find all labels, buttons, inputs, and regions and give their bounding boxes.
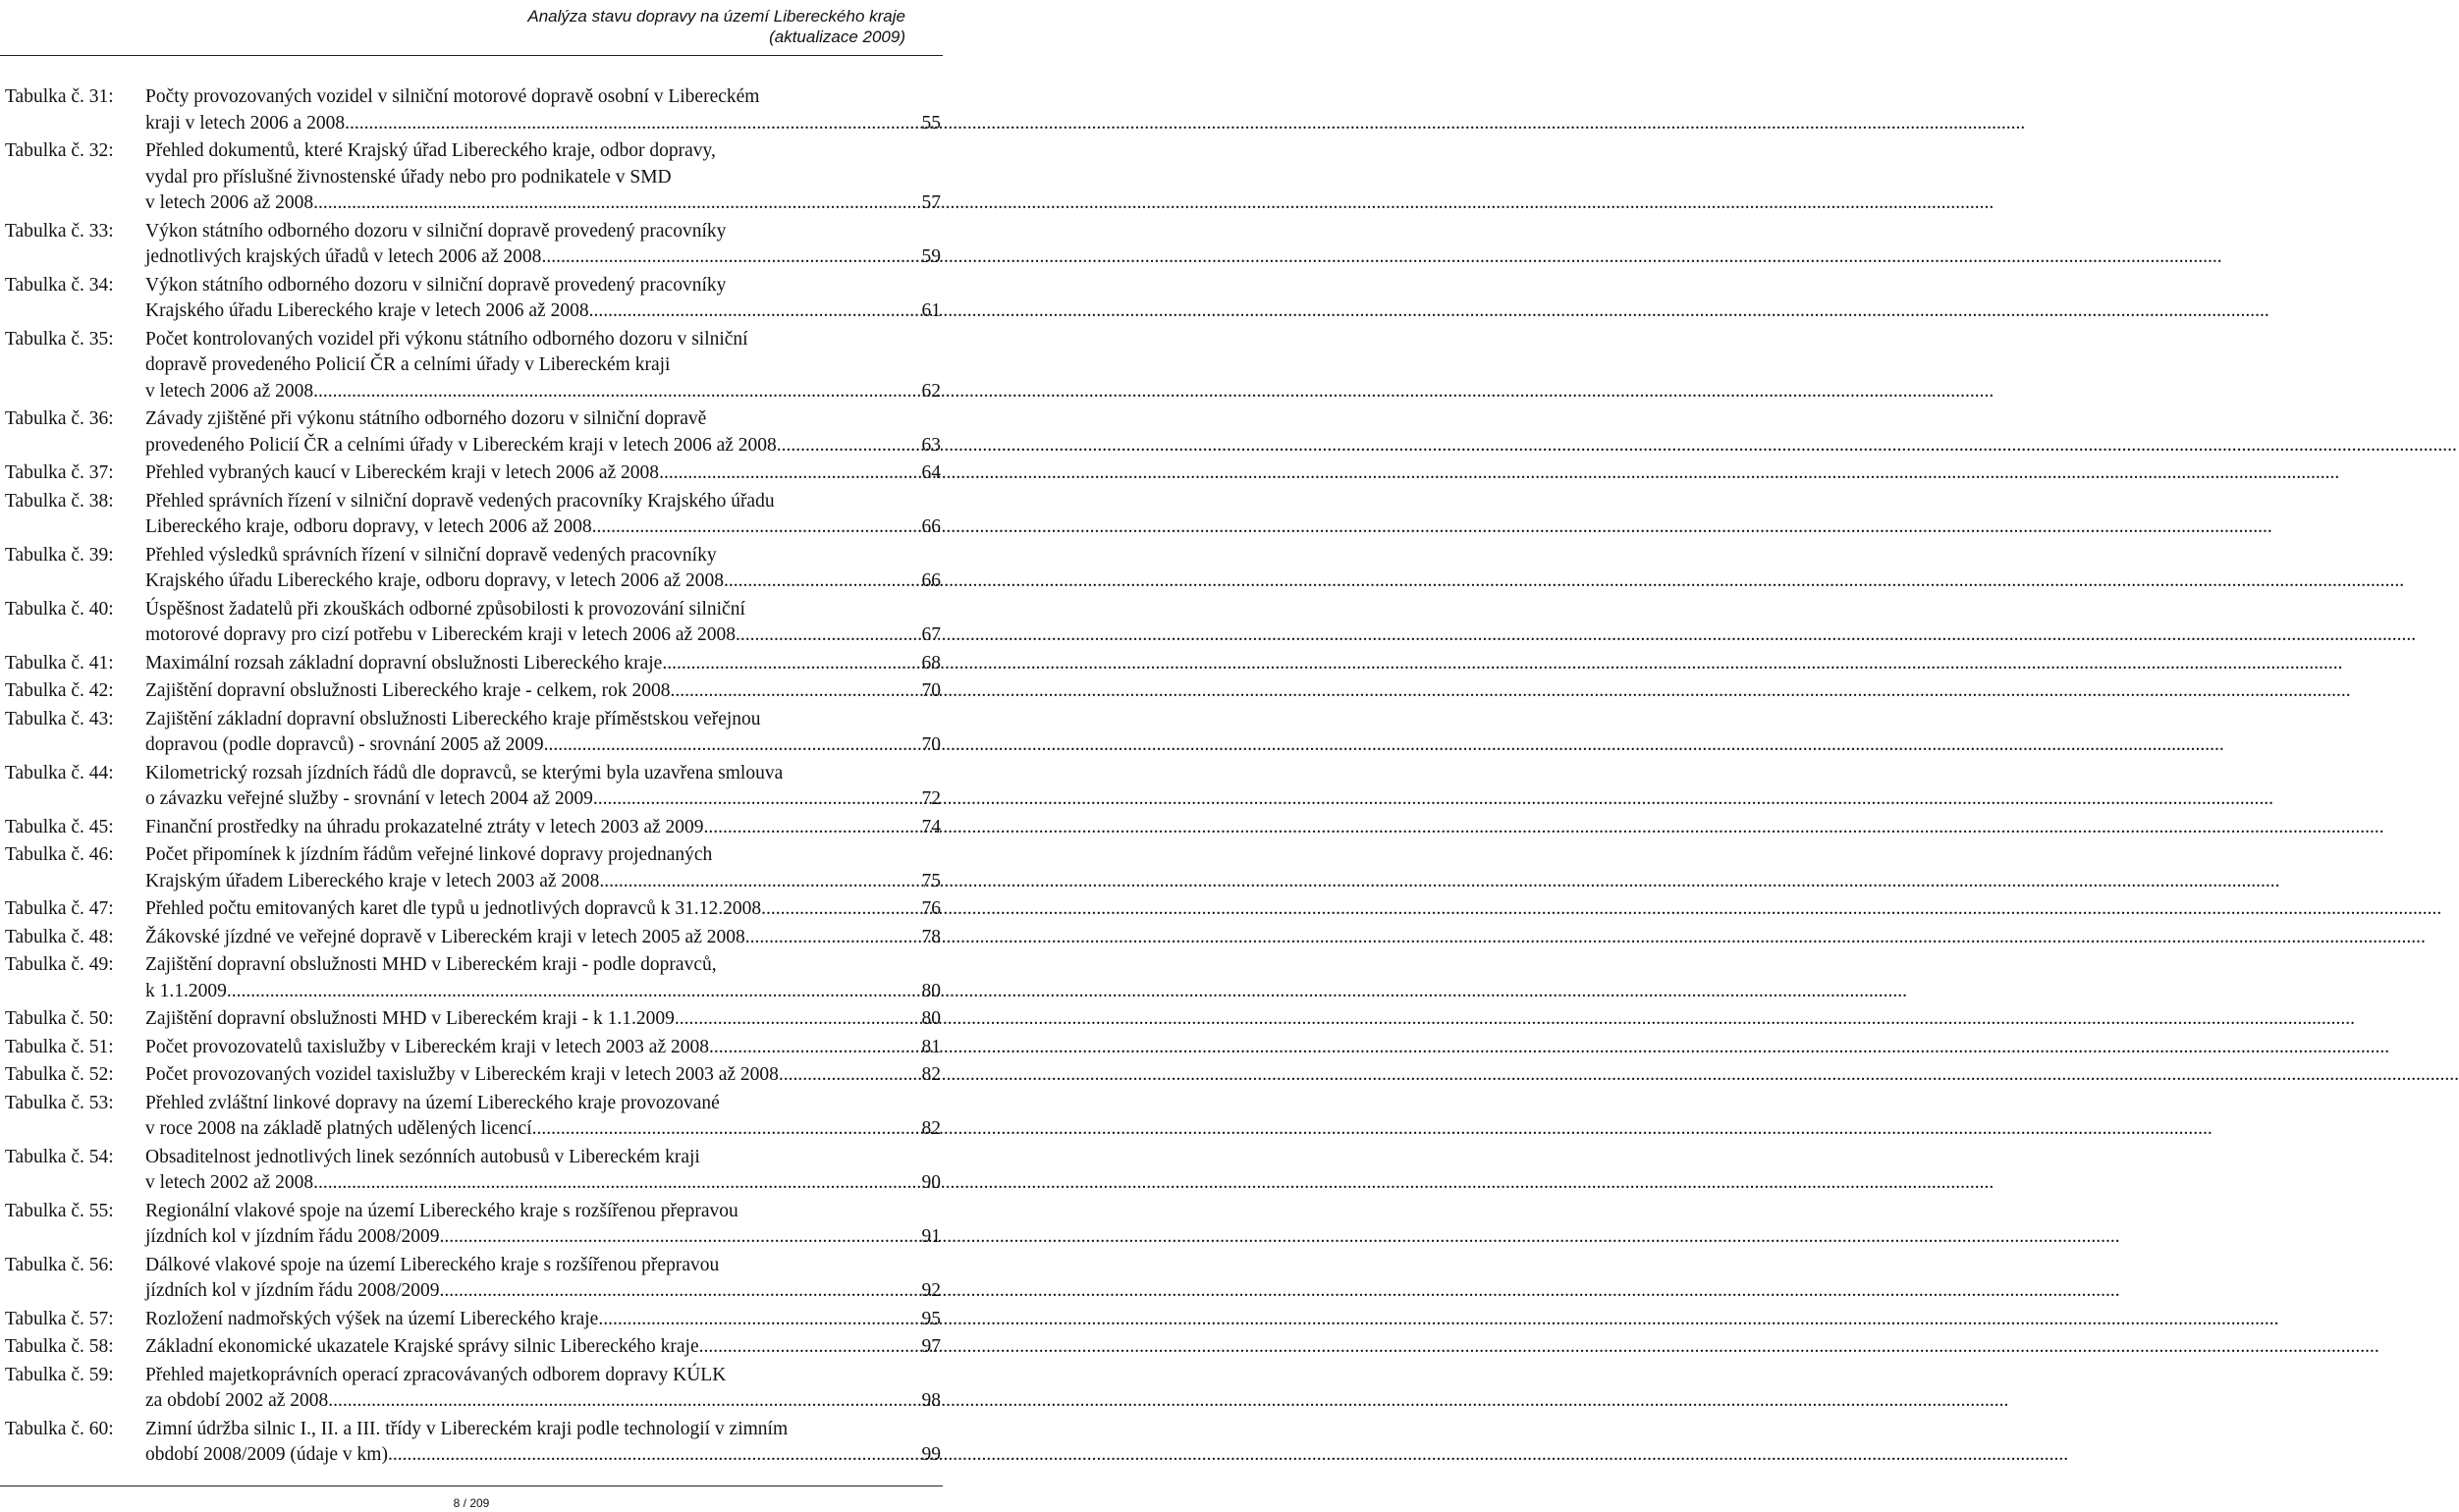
- running-header: [527, 6, 905, 47]
- toc-entry-title: [145, 84, 941, 136]
- toc-entry[interactable]: [5, 1145, 941, 1197]
- toc-entry-last-line: [145, 298, 941, 325]
- toc-entry-label: Tabulka č. 49:: [5, 954, 114, 975]
- toc-entry-page-number[interactable]: 57: [921, 192, 941, 213]
- toc-entry-title-line: Přehled vybraných kaucí v Libereckém kraji v letech 2006 až 2008: [145, 462, 660, 483]
- dot-leader: [313, 1170, 920, 1197]
- toc-entry[interactable]: [5, 896, 941, 923]
- toc-entry-title-line: v letech 2006 až 2008: [145, 192, 314, 213]
- toc-entry-last-line: [145, 979, 941, 1005]
- toc-entry-title: [145, 460, 941, 487]
- toc-entry-page-number[interactable]: 66: [921, 516, 941, 537]
- header-subtitle: (aktualizace 2009): [769, 27, 905, 46]
- header-title: Analýza stavu dopravy na území Libereckého kraje: [527, 7, 905, 26]
- dot-leader: [659, 460, 920, 487]
- toc-entry-title: [145, 406, 941, 459]
- toc-entry-last-line: [145, 1442, 941, 1469]
- toc-entry-page-number[interactable]: 55: [921, 112, 941, 134]
- toc-entry[interactable]: [5, 1062, 941, 1089]
- toc-entry-page-number[interactable]: 59: [921, 246, 941, 267]
- toc-entry[interactable]: [5, 952, 941, 1004]
- toc-entry-title-line: Počet provozovaných vozidel taxislužby v Libereckém kraji v letech 2003 až 2008: [145, 1064, 779, 1085]
- toc-entry-title: [145, 707, 941, 759]
- toc-entry[interactable]: [5, 597, 941, 649]
- toc-entry-title-line: Zajištění dopravní obslužnosti MHD v Libereckém kraji - podle dopravců,: [145, 954, 717, 975]
- toc-entry-title: [145, 1417, 941, 1469]
- toc-entry-title-line: Krajského úřadu Libereckého kraje, odboru dopravy, v letech 2006 až 2008: [145, 570, 724, 591]
- toc-entry-title-line: Přehled správních řízení v silniční dopravě vedených pracovníky Krajského úřadu: [145, 490, 775, 512]
- toc-entry-page-number[interactable]: 92: [921, 1280, 941, 1301]
- toc-entry-title: [145, 1253, 941, 1305]
- toc-entry-page-number[interactable]: 75: [921, 870, 941, 891]
- toc-entry-label: Tabulka č. 31:: [5, 86, 114, 107]
- dot-leader: [589, 298, 921, 325]
- toc-entry-last-line: [145, 1334, 941, 1361]
- toc-entry-title-line: v roce 2008 na základě platných udělených licencí: [145, 1118, 532, 1139]
- toc-entry-label: Tabulka č. 33:: [5, 220, 114, 242]
- toc-entry-page-number[interactable]: 91: [921, 1226, 941, 1247]
- toc-entry[interactable]: [5, 1006, 941, 1033]
- toc-entry-title: [145, 896, 941, 923]
- toc-entry[interactable]: [5, 815, 941, 841]
- dot-leader: [599, 869, 920, 895]
- toc-entry-page-number[interactable]: 72: [921, 788, 941, 809]
- toc-entry-label: Tabulka č. 56:: [5, 1254, 114, 1275]
- toc-entry[interactable]: [5, 273, 941, 325]
- toc-entry[interactable]: [5, 678, 941, 705]
- dot-leader: [699, 1334, 921, 1361]
- toc-entry-title-line: Zajištění dopravní obslužnosti MHD v Libereckém kraji - k 1.1.2009: [145, 1008, 675, 1029]
- toc-entry-title: [145, 842, 941, 894]
- toc-entry-last-line: [145, 678, 941, 705]
- dot-leader: [532, 1116, 921, 1143]
- toc-entry-title-line: Přehled zvláštní linkové dopravy na území Libereckého kraje provozované: [145, 1092, 720, 1113]
- toc-entry-last-line: [145, 568, 941, 595]
- dot-leader: [736, 622, 920, 649]
- toc-entry-title: [145, 1363, 941, 1415]
- toc-entry-title: [145, 1035, 941, 1061]
- toc-entry-title-line: jízdních kol v jízdním řádu 2008/2009: [145, 1280, 440, 1301]
- dot-leader: [709, 1035, 921, 1061]
- dot-leader: [598, 1307, 920, 1333]
- toc-entry-last-line: [145, 815, 941, 841]
- table-of-contents-list: [5, 84, 941, 1471]
- toc-entry-label: Tabulka č. 34:: [5, 274, 114, 296]
- toc-entry-label: Tabulka č. 60:: [5, 1418, 114, 1439]
- toc-entry-page-number[interactable]: 74: [921, 816, 941, 837]
- toc-entry-last-line: [145, 1035, 941, 1061]
- toc-entry[interactable]: [5, 1253, 941, 1305]
- toc-entry[interactable]: [5, 1199, 941, 1251]
- toc-entry-title: [145, 815, 941, 841]
- toc-entry-last-line: [145, 1116, 941, 1143]
- toc-entry-label: Tabulka č. 41:: [5, 652, 114, 674]
- toc-entry-page-number[interactable]: 76: [921, 898, 941, 919]
- toc-entry[interactable]: [5, 1035, 941, 1061]
- toc-entry-page-number[interactable]: 80: [921, 980, 941, 1001]
- dot-leader: [724, 568, 921, 595]
- toc-entry-page-number[interactable]: 63: [921, 434, 941, 456]
- toc-entry-last-line: [145, 111, 941, 137]
- toc-entry-title-line: Počty provozovaných vozidel v silniční motorové dopravě osobní v Libereckém: [145, 86, 760, 107]
- toc-entry-title: [145, 489, 941, 541]
- toc-entry-last-line: [145, 1006, 941, 1033]
- toc-entry-page-number[interactable]: 78: [921, 926, 941, 947]
- toc-entry-title: [145, 651, 941, 677]
- toc-entry-label: Tabulka č. 58:: [5, 1336, 114, 1357]
- dot-leader: [675, 1006, 921, 1033]
- dot-leader: [670, 678, 920, 705]
- toc-entry-page-number[interactable]: 62: [921, 380, 941, 402]
- toc-entry-title: [145, 1199, 941, 1251]
- toc-entry-last-line: [145, 1224, 941, 1251]
- toc-entry-label: Tabulka č. 44:: [5, 762, 114, 783]
- toc-entry-last-line: [145, 433, 941, 459]
- dot-leader: [345, 111, 920, 137]
- toc-entry[interactable]: [5, 761, 941, 813]
- toc-entry-label: Tabulka č. 38:: [5, 490, 114, 512]
- toc-entry-last-line: [145, 379, 941, 405]
- toc-entry-title: [145, 952, 941, 1004]
- toc-entry[interactable]: [5, 406, 941, 459]
- toc-entry-last-line: [145, 925, 941, 951]
- toc-entry-last-line: [145, 1307, 941, 1333]
- toc-entry-label: Tabulka č. 45:: [5, 816, 114, 837]
- toc-entry-last-line: [145, 514, 941, 541]
- toc-entry-label: Tabulka č. 59:: [5, 1364, 114, 1385]
- toc-entry-title-line: Přehled počtu emitovaných karet dle typů u jednotlivých dopravců k 31.12.2008: [145, 898, 762, 919]
- dot-leader: [388, 1442, 921, 1469]
- toc-entry-title: [145, 543, 941, 595]
- toc-entry-last-line: [145, 244, 941, 271]
- toc-entry-title: [145, 1062, 941, 1089]
- toc-entry-title-line: v letech 2002 až 2008: [145, 1172, 314, 1193]
- toc-entry-page-number[interactable]: 82: [921, 1118, 941, 1139]
- toc-entry-title: [145, 761, 941, 813]
- toc-entry-title-line: Počet kontrolovaných vozidel při výkonu státního odborného dozoru v silniční: [145, 328, 748, 350]
- toc-entry-last-line: [145, 1170, 941, 1197]
- toc-entry-title-line: Přehled výsledků správních řízení v silniční dopravě vedených pracovníky: [145, 544, 717, 566]
- toc-entry-title-line: Výkon státního odborného dozoru v silniční dopravě provedený pracovníky: [145, 274, 727, 296]
- toc-entry-title-line: Krajského úřadu Libereckého kraje v letech 2006 až 2008: [145, 300, 589, 321]
- toc-entry[interactable]: [5, 1417, 941, 1469]
- toc-entry-title-line: Zajištění dopravní obslužnosti Libereckého kraje - celkem, rok 2008: [145, 680, 671, 701]
- toc-entry-label: Tabulka č. 40:: [5, 598, 114, 620]
- toc-entry[interactable]: [5, 1091, 941, 1143]
- toc-entry[interactable]: [5, 925, 941, 951]
- toc-entry[interactable]: [5, 1307, 941, 1333]
- dot-leader: [541, 244, 920, 271]
- toc-entry-title-line: dopravou (podle dopravců) - srovnání 2005 až 2009: [145, 734, 544, 755]
- dot-leader: [592, 514, 921, 541]
- toc-entry-last-line: [145, 896, 941, 923]
- toc-entry[interactable]: [5, 707, 941, 759]
- toc-entry-title-line: Finanční prostředky na úhradu prokazatelné ztráty v letech 2003 až 2009: [145, 816, 704, 837]
- toc-entry-title-line: Dálkové vlakové spoje na území Libereckého kraje s rozšířenou přepravou: [145, 1254, 720, 1275]
- toc-entry-title-line: Závady zjištěné při výkonu státního odborného dozoru v silniční dopravě: [145, 408, 707, 429]
- dot-leader: [704, 815, 921, 841]
- toc-entry-title-line: za období 2002 až 2008: [145, 1390, 329, 1411]
- dot-leader: [328, 1388, 920, 1415]
- toc-entry-title-line: Obsaditelnost jednotlivých linek sezónních autobusů v Libereckém kraji: [145, 1146, 700, 1167]
- toc-entry-title-line: Libereckého kraje, odboru dopravy, v letech 2006 až 2008: [145, 516, 592, 537]
- toc-entry[interactable]: [5, 489, 941, 541]
- toc-entry-label: Tabulka č. 52:: [5, 1064, 114, 1085]
- toc-entry[interactable]: [5, 1334, 941, 1361]
- toc-entry-title: [145, 273, 941, 325]
- toc-entry-title: [145, 1006, 941, 1033]
- toc-entry-label: Tabulka č. 50:: [5, 1008, 114, 1029]
- toc-entry-title-line: jednotlivých krajských úřadů v letech 2006 až 2008: [145, 246, 542, 267]
- toc-entry-page-number[interactable]: 67: [921, 624, 941, 645]
- toc-entry-last-line: [145, 786, 941, 813]
- toc-entry-title-line: Počet připomínek k jízdním řádům veřejné linkové dopravy projednaných: [145, 844, 713, 865]
- toc-entry-title-line: Výkon státního odborného dozoru v silniční dopravě provedený pracovníky: [145, 220, 727, 242]
- toc-entry-last-line: [145, 1388, 941, 1415]
- toc-entry[interactable]: [5, 842, 941, 894]
- toc-entry[interactable]: [5, 138, 941, 217]
- header-divider: [0, 55, 943, 56]
- dot-leader: [440, 1278, 921, 1305]
- page-number: 8 / 209: [453, 1496, 490, 1510]
- toc-entry-title: [145, 327, 941, 405]
- toc-entry-title-line: Maximální rozsah základní dopravní obslužnosti Libereckého kraje: [145, 652, 663, 674]
- toc-entry-last-line: [145, 869, 941, 895]
- toc-entry-label: Tabulka č. 35:: [5, 328, 114, 350]
- toc-entry-page-number[interactable]: 98: [921, 1390, 941, 1411]
- dot-leader: [313, 379, 920, 405]
- dot-leader: [227, 979, 921, 1005]
- toc-entry-page-number[interactable]: 70: [921, 680, 941, 701]
- toc-entry-title: [145, 678, 941, 705]
- toc-entry-label: Tabulka č. 39:: [5, 544, 114, 566]
- toc-entry-title-line: o závazku veřejné služby - srovnání v letech 2004 až 2009: [145, 788, 593, 809]
- toc-entry-last-line: [145, 460, 941, 487]
- toc-entry-page-number[interactable]: 82: [921, 1064, 941, 1085]
- toc-entry-page-number[interactable]: 66: [921, 570, 941, 591]
- toc-entry-title: [145, 1145, 941, 1197]
- toc-entry-last-line: [145, 622, 941, 649]
- toc-entry[interactable]: [5, 460, 941, 487]
- toc-entry-label: Tabulka č. 42:: [5, 680, 114, 701]
- toc-entry-label: Tabulka č. 46:: [5, 844, 114, 865]
- toc-entry[interactable]: [5, 1363, 941, 1415]
- toc-entry-title-line: k 1.1.2009: [145, 980, 227, 1001]
- toc-entry-label: Tabulka č. 54:: [5, 1146, 114, 1167]
- dot-leader: [745, 925, 921, 951]
- toc-entry[interactable]: [5, 543, 941, 595]
- toc-entry-label: Tabulka č. 32:: [5, 140, 114, 161]
- dot-leader: [761, 896, 920, 923]
- toc-entry-label: Tabulka č. 57:: [5, 1308, 114, 1329]
- toc-entry-title-line: Kilometrický rozsah jízdních řádů dle dopravců, se kterými byla uzavřena smlouva: [145, 762, 784, 783]
- toc-entry[interactable]: [5, 651, 941, 677]
- toc-entry-title: [145, 219, 941, 271]
- toc-entry-page-number[interactable]: 70: [921, 734, 941, 755]
- toc-entry-label: Tabulka č. 37:: [5, 462, 114, 483]
- toc-entry-page-number[interactable]: 61: [921, 300, 941, 321]
- toc-entry-title: [145, 1091, 941, 1143]
- toc-entry-title-line: vydal pro příslušné živnostenské úřady nebo pro podnikatele v SMD: [145, 166, 672, 188]
- toc-entry-label: Tabulka č. 48:: [5, 926, 114, 947]
- toc-entry-label: Tabulka č. 43:: [5, 708, 114, 729]
- toc-entry-label: Tabulka č. 36:: [5, 408, 114, 429]
- toc-entry-title-line: Zajištění základní dopravní obslužnosti Libereckého kraje příměstskou veřejnou: [145, 708, 761, 729]
- dot-leader: [777, 433, 921, 459]
- toc-entry-title: [145, 1307, 941, 1333]
- toc-entry-title: [145, 597, 941, 649]
- toc-entry-label: Tabulka č. 55:: [5, 1200, 114, 1221]
- toc-entry[interactable]: [5, 84, 941, 136]
- toc-entry[interactable]: [5, 327, 941, 405]
- toc-entry-title: [145, 138, 941, 217]
- toc-entry-title-line: dopravě provedeného Policií ČR a celními úřady v Libereckém kraji: [145, 354, 671, 375]
- toc-entry-title-line: kraji v letech 2006 a 2008: [145, 112, 346, 134]
- dot-leader: [593, 786, 921, 813]
- document-page: [0, 0, 943, 1512]
- toc-entry-page-number[interactable]: 95: [921, 1308, 941, 1329]
- dot-leader: [440, 1224, 921, 1251]
- toc-entry-title-line: Základní ekonomické ukazatele Krajské správy silnic Libereckého kraje: [145, 1336, 699, 1357]
- toc-entry-page-number[interactable]: 99: [921, 1444, 941, 1465]
- toc-entry-title-line: provedeného Policií ČR a celními úřady v Libereckém kraji v letech 2006 až 2008: [145, 434, 777, 456]
- toc-entry-label: Tabulka č. 51:: [5, 1036, 114, 1057]
- toc-entry-title-line: období 2008/2009 (údaje v km): [145, 1444, 388, 1465]
- toc-entry-title: [145, 1334, 941, 1361]
- toc-entry-title-line: Regionální vlakové spoje na území Libereckého kraje s rozšířenou přepravou: [145, 1200, 738, 1221]
- toc-entry-label: Tabulka č. 53:: [5, 1092, 114, 1113]
- toc-entry-page-number[interactable]: 64: [921, 462, 941, 483]
- toc-entry-page-number[interactable]: 97: [921, 1336, 941, 1357]
- dot-leader: [313, 190, 920, 217]
- dot-leader: [662, 651, 920, 677]
- toc-entry-last-line: [145, 651, 941, 677]
- toc-entry-title-line: jízdních kol v jízdním řádu 2008/2009: [145, 1226, 440, 1247]
- toc-entry-page-number[interactable]: 90: [921, 1172, 941, 1193]
- toc-entry-title: [145, 925, 941, 951]
- toc-entry-title-line: Přehled dokumentů, které Krajský úřad Libereckého kraje, odbor dopravy,: [145, 140, 716, 161]
- footer-divider: [0, 1485, 943, 1486]
- toc-entry[interactable]: [5, 219, 941, 271]
- toc-entry-last-line: [145, 1278, 941, 1305]
- toc-entry-page-number[interactable]: 81: [921, 1036, 941, 1057]
- toc-entry-title-line: Přehled majetkoprávních operací zpracovávaných odborem dopravy KÚLK: [145, 1364, 727, 1385]
- toc-entry-title-line: Počet provozovatelů taxislužby v Libereckém kraji v letech 2003 až 2008: [145, 1036, 709, 1057]
- dot-leader: [544, 732, 921, 759]
- toc-entry-title-line: Krajským úřadem Libereckého kraje v letech 2003 až 2008: [145, 870, 600, 891]
- toc-entry-page-number[interactable]: 80: [921, 1008, 941, 1029]
- toc-entry-last-line: [145, 732, 941, 759]
- toc-entry-title-line: Úspěšnost žadatelů při zkouškách odborné způsobilosti k provozování silniční: [145, 598, 745, 620]
- toc-entry-title-line: Zimní údržba silnic I., II. a III. třídy v Libereckém kraji podle technologií v zimním: [145, 1418, 789, 1439]
- toc-entry-label: Tabulka č. 47:: [5, 898, 114, 919]
- toc-entry-last-line: [145, 1062, 941, 1089]
- toc-entry-title-line: Žákovské jízdné ve veřejné dopravě v Libereckém kraji v letech 2005 až 2008: [145, 926, 745, 947]
- toc-entry-last-line: [145, 190, 941, 217]
- toc-entry-title-line: Rozložení nadmořských výšek na území Libereckého kraje: [145, 1308, 599, 1329]
- toc-entry-title-line: v letech 2006 až 2008: [145, 380, 314, 402]
- toc-entry-page-number[interactable]: 68: [921, 652, 941, 674]
- toc-entry-title-line: motorové dopravy pro cizí potřebu v Libereckém kraji v letech 2006 až 2008: [145, 624, 737, 645]
- dot-leader: [779, 1062, 921, 1089]
